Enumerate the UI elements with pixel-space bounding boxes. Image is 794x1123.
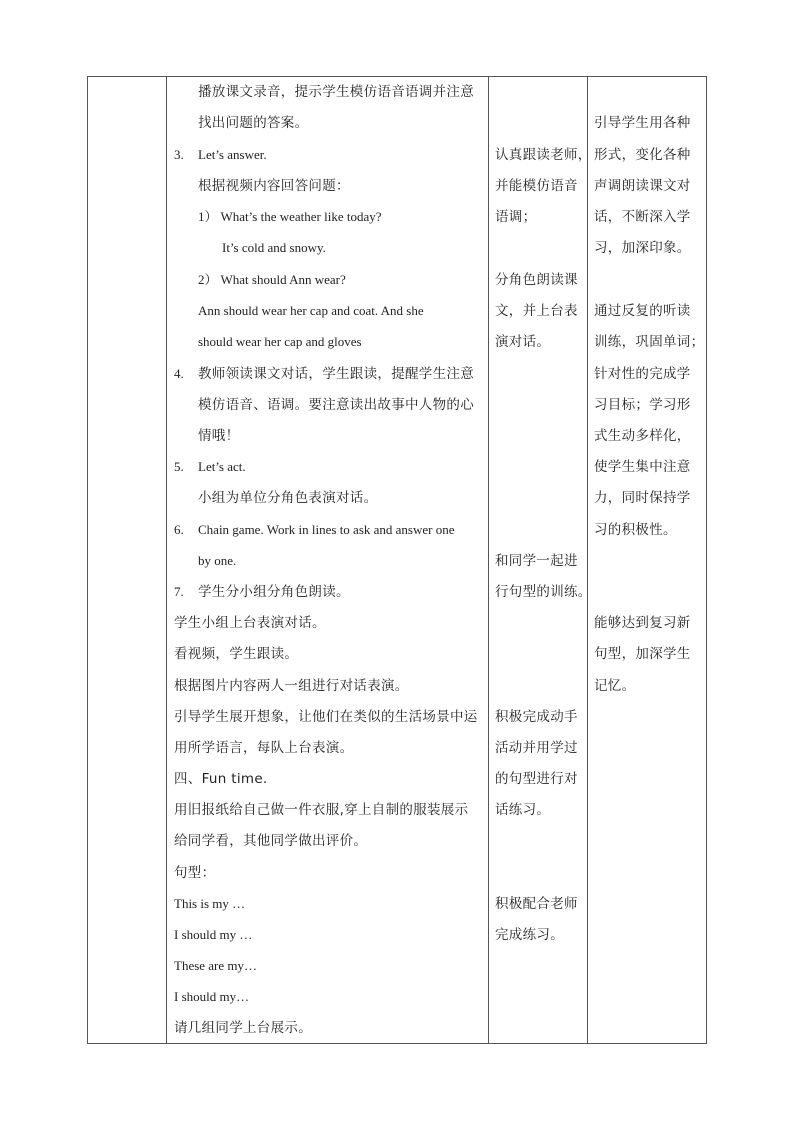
purpose-line: 使学生集中注意 <box>594 459 691 475</box>
purpose-line: 力，同时保持学 <box>594 490 691 506</box>
process-line: 2） What should Ann wear? <box>198 272 346 287</box>
purpose-line: 习的积极性。 <box>594 522 677 538</box>
purpose-line: 声调朗读课文对 <box>594 178 691 194</box>
table-divider-2 <box>488 76 489 1044</box>
process-line: 播放课文录音，提示学生模仿语音语调并注意 <box>198 84 474 100</box>
process-line: I should my… <box>174 989 250 1004</box>
student-line: 认真跟读老师， <box>495 147 592 163</box>
process-line: 请几组同学上台展示。 <box>174 1020 312 1036</box>
purpose-line: 针对性的完成学 <box>594 366 691 382</box>
process-line: 学生分小组分角色朗读。 <box>198 584 350 600</box>
step-number: 3. <box>174 147 184 162</box>
purpose-line: 形式，变化各种 <box>594 147 691 163</box>
process-line: Let’s act. <box>198 459 246 474</box>
purpose-line: 句型，加深学生 <box>594 646 691 662</box>
table-divider-1 <box>166 76 167 1044</box>
table-border-bottom <box>87 1043 707 1044</box>
student-line: 演对话。 <box>495 334 551 350</box>
purpose-line: 引导学生用各种 <box>594 115 691 131</box>
purpose-line: 通过反复的听读 <box>594 303 691 319</box>
process-line: 情哦！ <box>198 428 240 444</box>
student-line: 积极完成动手 <box>495 709 578 725</box>
purpose-line: 话，不断深入学 <box>594 209 691 225</box>
student-line: 积极配合老师 <box>495 896 578 912</box>
process-line: 1） What’s the weather like today? <box>198 209 382 224</box>
process-line: Chain game. Work in lines to ask and answer one <box>198 522 455 537</box>
student-line: 话练习。 <box>495 802 551 818</box>
process-line: This is my … <box>174 896 246 911</box>
purpose-line: 习目标；学习形 <box>594 397 691 413</box>
student-line: 完成练习。 <box>495 927 564 943</box>
process-line: by one. <box>198 553 237 568</box>
purpose-line: 记忆。 <box>594 678 636 694</box>
process-line: 小组为单位分角色表演对话。 <box>198 490 378 506</box>
process-line: 教师领读课文对话，学生跟读，提醒学生注意 <box>198 366 474 382</box>
student-line: 和同学一起进 <box>495 553 578 569</box>
process-line: 用旧报纸给自己做一件衣服,穿上自制的服装展示 <box>174 802 469 818</box>
process-line: 给同学看，其他同学做出评价。 <box>174 833 368 849</box>
process-line: 看视频，学生跟读。 <box>174 646 299 662</box>
process-line: 句型： <box>174 865 216 881</box>
purpose-line: 能够达到复习新 <box>594 615 691 631</box>
process-line: Let’s answer. <box>198 147 267 162</box>
student-line: 行句型的训练。 <box>495 584 592 600</box>
step-number: 4. <box>174 366 184 381</box>
table-divider-3 <box>587 76 588 1044</box>
purpose-line: 训练，巩固单词； <box>594 334 705 350</box>
purpose-line: 式生动多样化， <box>594 428 691 444</box>
student-line: 语调； <box>495 209 537 225</box>
process-line: 四、Fun time. <box>174 771 268 787</box>
table-border-top <box>87 76 707 77</box>
process-line: These are my… <box>174 958 258 973</box>
table-border-right <box>706 76 707 1044</box>
student-line: 文，并上台表 <box>495 303 578 319</box>
step-number: 5. <box>174 459 184 474</box>
table-border-left <box>87 76 88 1044</box>
student-line: 活动并用学过 <box>495 740 578 756</box>
step-number: 6. <box>174 522 184 537</box>
process-line: Ann should wear her cap and coat. And she <box>198 303 424 318</box>
process-line: 学生小组上台表演对话。 <box>174 615 326 631</box>
student-line: 分角色朗读课 <box>495 272 578 288</box>
process-line: 根据视频内容回答问题： <box>198 178 350 194</box>
process-line: It’s cold and snowy. <box>222 240 326 255</box>
process-line: should wear her cap and gloves <box>198 334 362 349</box>
purpose-line: 习，加深印象。 <box>594 240 691 256</box>
process-line: 找出问题的答案。 <box>198 115 309 131</box>
process-line: 根据图片内容两人一组进行对话表演。 <box>174 678 409 694</box>
process-line: 模仿语音、语调。要注意读出故事中人物的心 <box>198 397 474 413</box>
process-line: 用所学语言，每队上台表演。 <box>174 740 354 756</box>
student-line: 的句型进行对 <box>495 771 578 787</box>
student-line: 并能模仿语音 <box>495 178 578 194</box>
step-number: 7. <box>174 584 184 599</box>
process-line: I should my … <box>174 927 253 942</box>
process-line: 引导学生展开想象，让他们在类似的生活场景中运 <box>174 709 478 725</box>
